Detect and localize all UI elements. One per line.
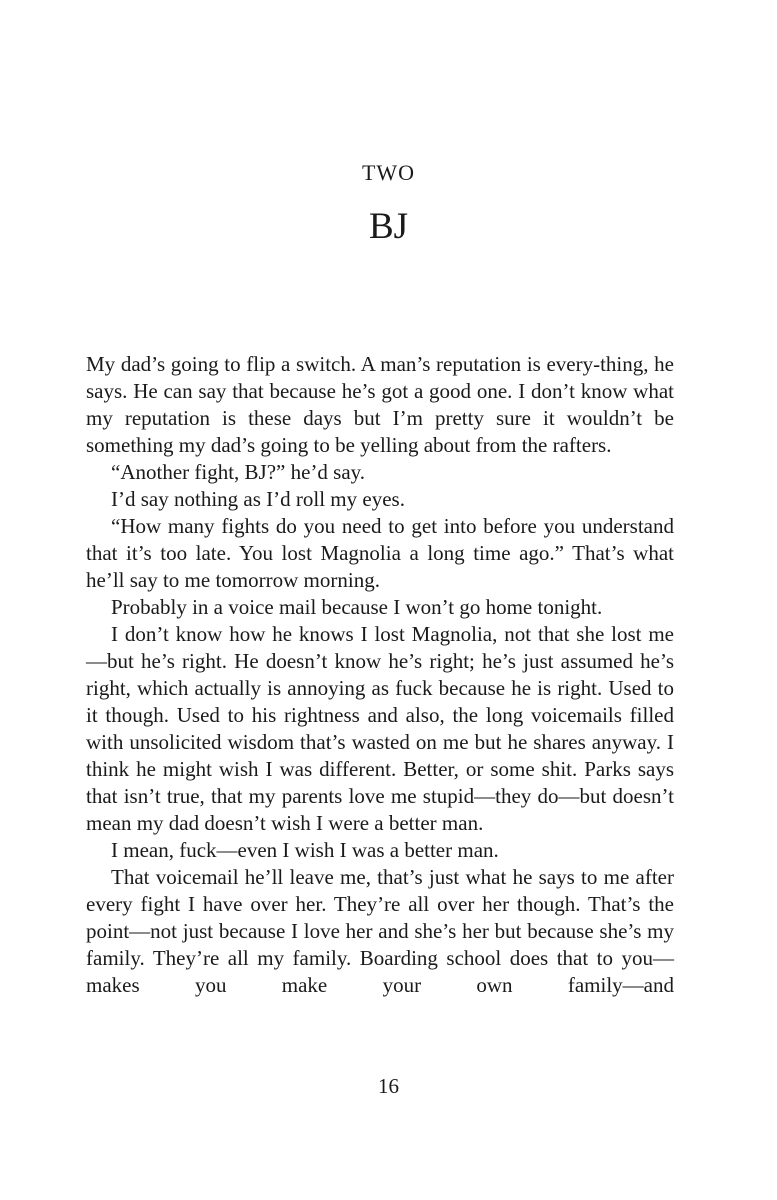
chapter-number: TWO — [361, 160, 416, 185]
paragraph: Probably in a voice mail because I won’t go home tonight. — [111, 595, 603, 619]
chapter-title: BJ — [368, 206, 409, 247]
paragraph: “How many fights do you need to get into before you understand that it’s too late. You lost Magnolia a long time ago.” That’s what he’ll say to me tomorrow morning. — [86, 514, 674, 592]
paragraph: That voicemail he’ll leave me, that’s just what he says to me after every fight I have over her. They’re all over her though. That’s the point—not just because I love her and she’s her but because she’s my family. They’re all my family. Boarding school does that to you—makes you make your own family—and — [86, 865, 674, 997]
paragraph: I don’t know how he knows I lost Magnolia, not that she lost me—but he’s right. He doesn’t know he’s right; he’s just assumed he’s right, which actually is annoying as fuck because he is right. Used to it though. Used to his rightness and also, the long voicemails filled with unsolicited wisdom that’s wasted on me but he shares anyway. I think he might wish I was different. Better, or some shit. Parks says that isn’t true, that my parents love me stupid—they do—but doesn’t mean my dad doesn’t wish I were a better man. — [86, 622, 674, 835]
paragraph: “Another fight, BJ?” he’d say. — [111, 460, 366, 484]
body-text — [86, 351, 674, 999]
page-number: 16 — [378, 1074, 399, 1098]
paragraph: My dad’s going to flip a switch. A man’s reputation is every-thing, he says. He can say that because he’s got a good one. I don’t know what my reputation is these days but I’m pretty sure it wouldn’t be something my dad’s going to be yelling about from the rafters. — [86, 352, 674, 457]
paragraph: I mean, fuck—even I wish I was a better man. — [111, 838, 499, 862]
paragraph: I’d say nothing as I’d roll my eyes. — [111, 487, 405, 511]
